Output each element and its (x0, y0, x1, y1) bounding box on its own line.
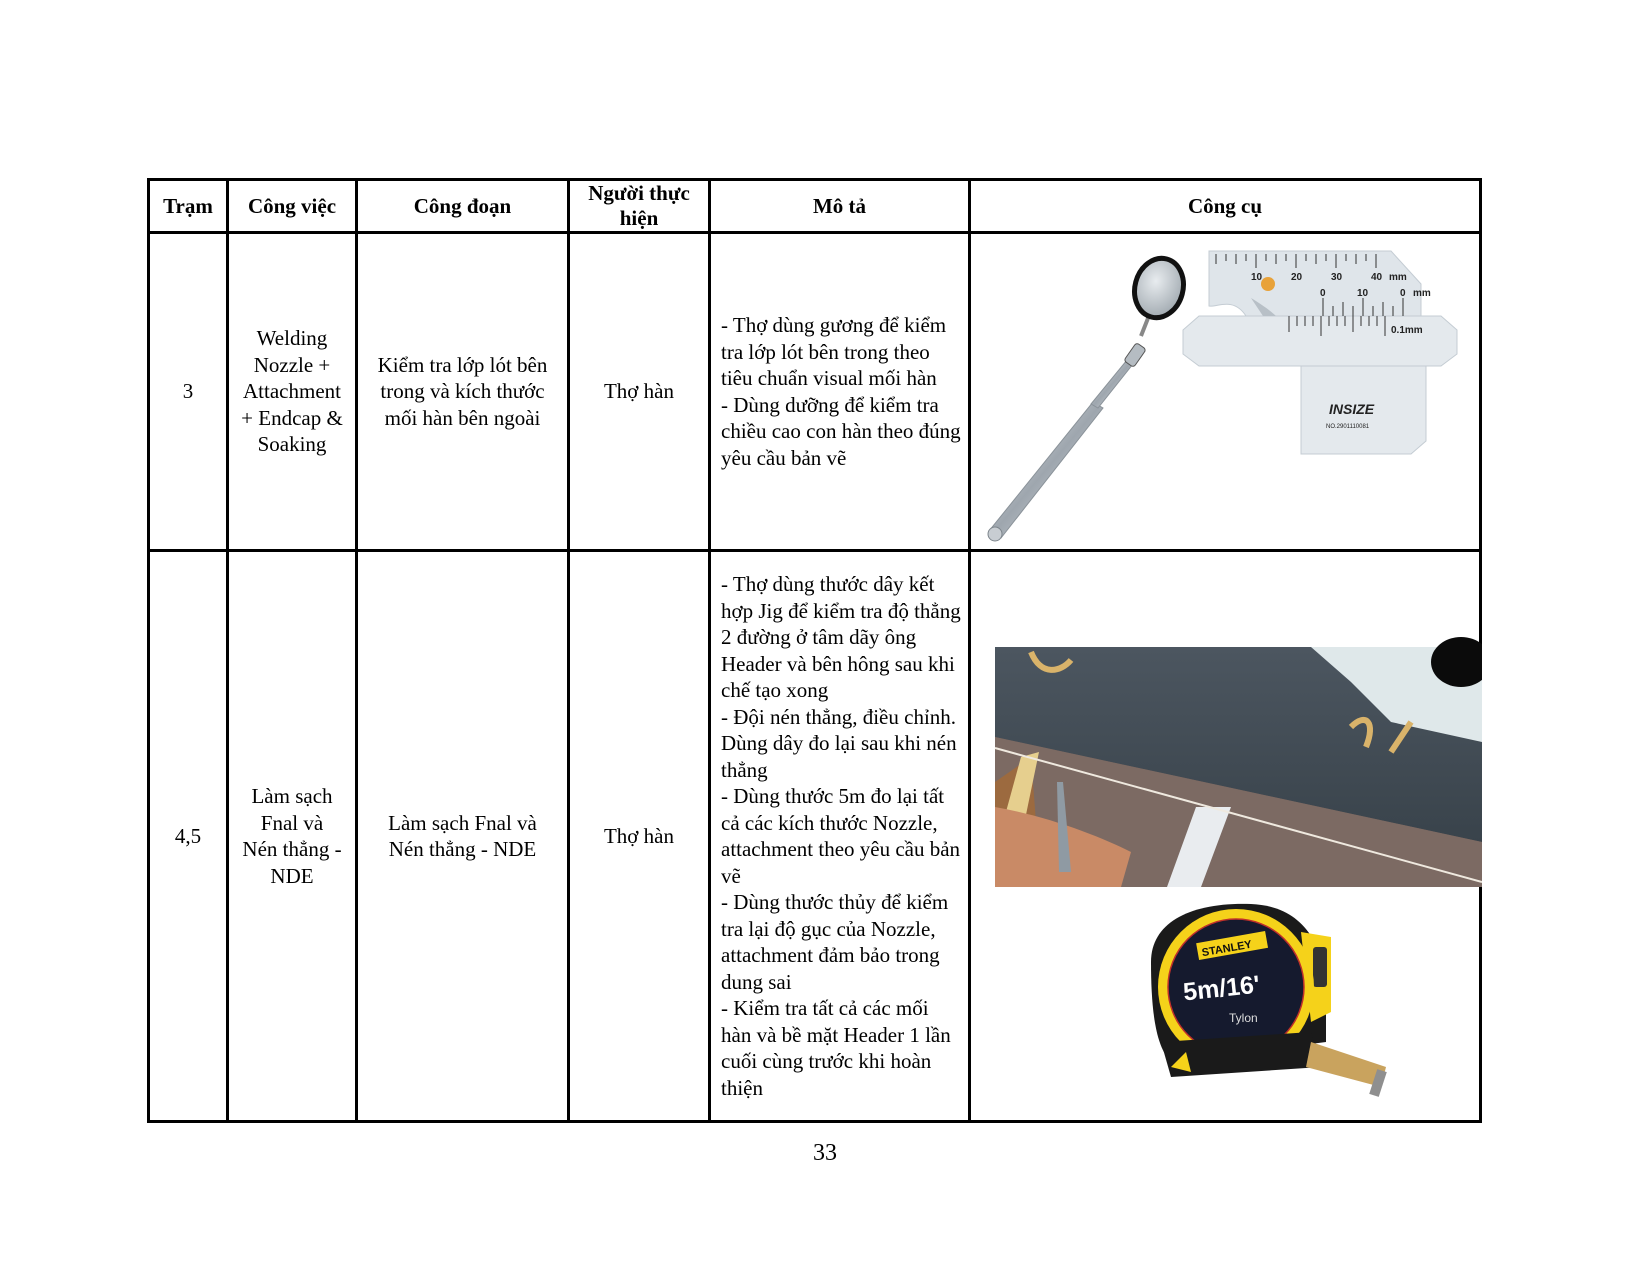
table-row (149, 233, 1481, 551)
tape-size: 5m/16' (1181, 970, 1262, 1007)
svg-text:mm: mm (1389, 271, 1407, 283)
cell-tram: 3 (149, 233, 228, 551)
cell-nguoi-thuc-hien: Thợ hàn (569, 551, 710, 1122)
table-row (149, 551, 1481, 1122)
gauge-scale-label: 10 (1251, 271, 1263, 283)
cell-cong-cu (970, 233, 1481, 551)
cell-mo-ta (710, 551, 970, 1122)
tape-model: Tylon (1229, 1011, 1258, 1025)
header-nguoi-thuc-hien: Người thực hiện (569, 180, 710, 233)
table-header-row (149, 180, 1481, 233)
gauge-brand: INSIZE (1329, 400, 1375, 417)
svg-text:40: 40 (1371, 271, 1383, 283)
desc-line: - Thợ dùng gương để kiểm tra lớp lót bên trong theo tiêu chuẩn visual mối hàn (721, 313, 947, 390)
cell-cong-viec: Làm sạch Fnal và Nén thẳng - NDE (228, 551, 357, 1122)
header-mo-ta: Mô tả (710, 180, 970, 233)
desc-line: - Dùng thước 5m đo lại tất cả các kích thước Nozzle, attachment theo yêu cầu bản vẽ (721, 784, 961, 888)
svg-text:0.1mm: 0.1mm (1391, 324, 1423, 336)
svg-text:30: 30 (1331, 271, 1343, 283)
cell-tram: 4,5 (149, 551, 228, 1122)
svg-text:0: 0 (1400, 287, 1406, 299)
cell-mo-ta (710, 233, 970, 551)
inspection-mirror-icon (988, 252, 1190, 540)
cell-cong-cu (970, 551, 1481, 1122)
tape-measure-icon (1151, 904, 1387, 1097)
cell-cong-doan: Kiểm tra lớp lót bên trong và kích thước mối hàn bên ngoài (357, 233, 569, 551)
svg-text:mm: mm (1413, 287, 1431, 299)
tools-image-photo-tape (971, 552, 1482, 1117)
tools-image-mirror-gauge (971, 236, 1476, 548)
weld-gauge-icon (1183, 251, 1457, 454)
desc-line: - Thợ dùng thước dây kết hợp Jig để kiểm tra độ thẳng 2 đường ở tâm dãy ông Header và bên hông sau khi chế tạo xong (721, 572, 961, 702)
desc-line: - Kiểm tra tất cả các mối hàn và bề mặt Header 1 lần cuối cùng trước khi hoàn thiện (721, 996, 951, 1100)
cell-cong-doan: Làm sạch Fnal và Nén thẳng - NDE (357, 551, 569, 1122)
cell-nguoi-thuc-hien: Thợ hàn (569, 233, 710, 551)
desc-line: - Dùng dưỡng để kiểm tra chiều cao con hàn theo đúng yêu cầu bản vẽ (721, 392, 961, 470)
desc-line: - Đội nén thẳng, điều chỉnh. Dùng dây đo lại sau khi nén thẳng (721, 704, 957, 782)
header-cong-doan: Công đoạn (357, 180, 569, 233)
inspection-table (147, 178, 1482, 1123)
header-tram: Trạm (149, 180, 228, 233)
header-cong-viec: Công việc (228, 180, 357, 233)
page-number: 33 (813, 1140, 837, 1166)
svg-text:10: 10 (1357, 287, 1369, 299)
header-straightness-photo-icon (995, 637, 1482, 887)
header-cong-cu: Công cụ (970, 180, 1481, 233)
desc-line: - Dùng thước thủy để kiểm tra lại độ gục của Nozzle, attachment đảm bảo trong dung sai (721, 890, 949, 994)
svg-text:20: 20 (1291, 271, 1303, 283)
tape-brand: STANLEY (1200, 938, 1253, 960)
svg-text:0: 0 (1320, 287, 1326, 299)
svg-text:NO.2901110081: NO.2901110081 (1326, 423, 1370, 430)
cell-cong-viec: Welding Nozzle + Attachment + Endcap & Soaking (228, 233, 357, 551)
